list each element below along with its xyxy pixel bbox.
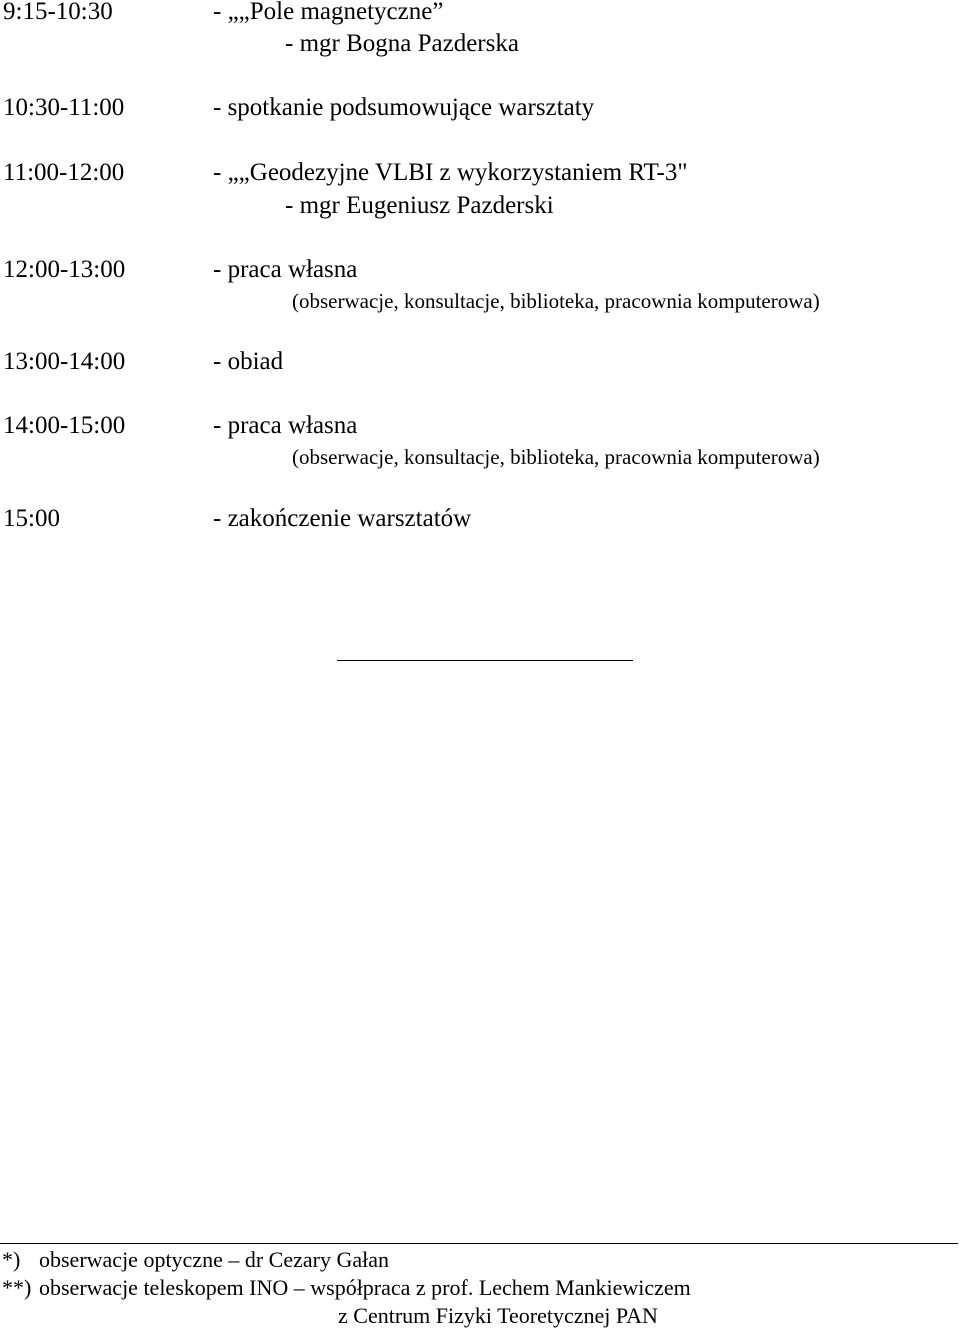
section-separator — [337, 660, 633, 661]
time-slot-3: 11:00-12:00 — [3, 159, 125, 186]
session-title-6: - praca własna — [213, 412, 358, 439]
time-slot-7: 15:00 — [3, 505, 60, 532]
session-title-7: - zakończenie warsztatów — [213, 505, 472, 532]
time-slot-4: 12:00-13:00 — [3, 256, 126, 283]
time-slot-6: 14:00-15:00 — [3, 412, 126, 439]
session-speaker-1: - mgr Bogna Pazderska — [285, 30, 519, 57]
footnote-1-text: obserwacje optyczne – dr Cezary Gałan — [39, 1247, 390, 1272]
time-slot-2: 10:30-11:00 — [3, 94, 125, 121]
footnote-rule — [0, 1243, 958, 1244]
session-title-1: - „„Pole magnetyczne” — [213, 0, 444, 25]
time-slot-1: 9:15-10:30 — [3, 0, 113, 25]
session-title-3: - „„Geodezyjne VLBI z wykorzystaniem RT-3" — [213, 159, 688, 186]
session-note-4: (obserwacje, konsultacje, biblioteka, pracownia komputerowa) — [292, 289, 820, 313]
footnote-2-marker: **) — [2, 1275, 32, 1300]
time-slot-5: 13:00-14:00 — [3, 348, 126, 375]
session-title-5: - obiad — [213, 348, 284, 375]
session-speaker-3: - mgr Eugeniusz Pazderski — [285, 192, 554, 219]
session-note-6: (obserwacje, konsultacje, biblioteka, pracownia komputerowa) — [292, 445, 820, 469]
footnote-2-text: obserwacje teleskopem INO – współpraca z prof. Lechem Mankiewiczem — [39, 1275, 691, 1300]
session-title-2: - spotkanie podsumowujące warsztaty — [213, 94, 595, 121]
session-title-4: - praca własna — [213, 256, 358, 283]
footnote-2-continuation: z Centrum Fizyki Teoretycznej PAN — [338, 1303, 658, 1328]
footnote-1-marker: *) — [2, 1247, 21, 1272]
